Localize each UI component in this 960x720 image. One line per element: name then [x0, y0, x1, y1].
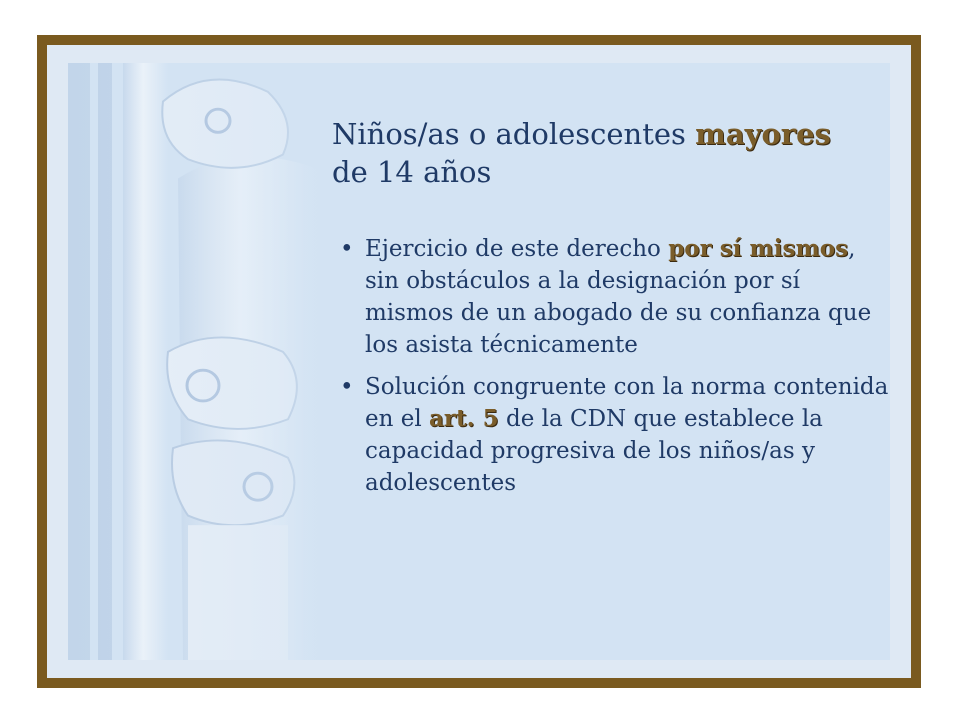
bullet-emphasis: por sí mismos — [668, 235, 849, 262]
title-line2: de 14 años — [332, 155, 492, 189]
slide-panel — [68, 63, 890, 660]
bullet-list — [332, 233, 890, 509]
bullet-text-after: , sin obstáculos a la designación por sí mismos de un abogado de su confianza que los asista técnicamente — [365, 236, 872, 358]
bullet-marker: • — [340, 236, 354, 262]
column-background-illustration — [68, 63, 368, 660]
bullet-marker: • — [340, 374, 354, 400]
slide-title — [332, 115, 890, 191]
bullet-item — [332, 371, 890, 499]
bullet-emphasis: art. 5 — [429, 405, 499, 432]
bullet-text-before: Solución congruente con la norma contenida en el — [365, 374, 889, 432]
picture-frame-border — [37, 35, 921, 688]
bullet-text-after: de la CDN que establece la capacidad progresiva de los niños/as y adolescentes — [365, 406, 823, 496]
bullet-item — [332, 233, 890, 361]
frame-mat — [47, 45, 911, 678]
title-line1-prefix: Niños/as o adolescentes — [332, 117, 696, 151]
bullet-text-before: Ejercicio de este derecho — [365, 236, 669, 262]
title-emphasis: mayores — [695, 117, 831, 151]
